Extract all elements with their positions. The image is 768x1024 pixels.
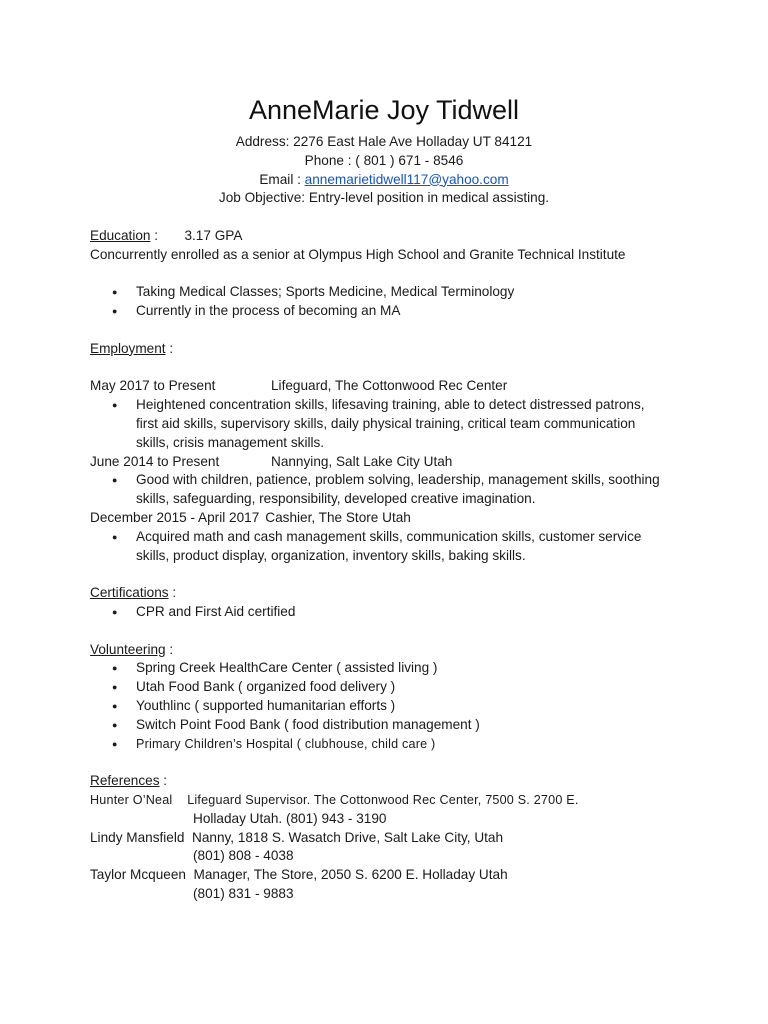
- email-line: [0, 171, 768, 190]
- reference-contact: (801) 831 - 9883: [193, 885, 294, 901]
- reference-details: Manager, The Store, 2050 S. 6200 E. Holladay Utah: [193, 867, 508, 883]
- reference-details: Lifeguard Supervisor. The Cottonwood Rec Center, 7500 S. 2700 E.: [187, 792, 579, 807]
- reference-contact: (801) 808 - 4038: [193, 848, 294, 864]
- education-heading: Education: [90, 228, 151, 243]
- certifications-heading: Certifications: [90, 585, 169, 601]
- resume-header: [0, 94, 768, 208]
- job-entry: [90, 509, 750, 528]
- reference-entry: [90, 866, 750, 904]
- reference-name: Hunter O’Neal: [90, 792, 173, 807]
- job-details: [90, 471, 750, 509]
- list-item: ● Switch Point Food Bank ( food distribution management ): [90, 716, 750, 735]
- reference-entry: [90, 829, 750, 867]
- applicant-name: AnneMarie Joy Tidwell: [248, 95, 520, 125]
- list-item: ● Utah Food Bank ( organized food delivery ): [90, 678, 750, 697]
- employment-heading: Employment: [90, 340, 166, 356]
- list-item: ● CPR and First Aid certified: [90, 603, 750, 622]
- list-item: ● Primary Children’s Hospital ( clubhouse, child care ): [90, 735, 750, 754]
- list-item: ● Currently in the process of becoming an MA: [90, 302, 750, 321]
- education-heading-line: [90, 227, 750, 246]
- job-entry: [90, 377, 750, 396]
- job-title: Cashier, The Store Utah: [265, 509, 411, 525]
- address-line: Address: 2276 East Hale Ave Holladay UT 84121: [235, 134, 533, 149]
- reference-name: Lindy Mansfield: [90, 829, 185, 845]
- job-objective: Job Objective: Entry-level position in medical assisting.: [218, 190, 550, 206]
- job-dates: June 2014 to Present: [90, 453, 220, 469]
- list-item: ● Good with children, patience, problem solving, leadership, management skills, soothing skills, safeguarding, responsibility, developed creative imagination.: [90, 471, 750, 509]
- references-heading: References: [90, 773, 160, 789]
- education-separator: :: [150, 228, 185, 243]
- email-link[interactable]: annemarietidwell117@yahoo.com: [304, 171, 509, 187]
- certifications-list: [90, 603, 750, 622]
- reference-name: Taylor Mcqueen: [90, 867, 186, 883]
- job-dates: May 2017 to Present: [90, 378, 216, 394]
- phone-line: Phone : ( 801 ) 671 - 8546: [304, 152, 464, 168]
- volunteering-heading: Volunteering: [90, 641, 166, 657]
- list-item: ● Spring Creek HealthCare Center ( assisted living ): [90, 659, 750, 678]
- email-label: Email :: [259, 171, 305, 187]
- list-item: ● Acquired math and cash management skills, communication skills, customer service skills, product display, organization, inventory skills, baking skills.: [90, 528, 750, 566]
- volunteering-heading-line: Volunteering :: [90, 641, 174, 657]
- reference-details: Nanny, 1818 S. Wasatch Drive, Salt Lake City, Utah: [192, 829, 504, 845]
- reference-entry: [90, 791, 750, 829]
- education-summary: Concurrently enrolled as a senior at Olympus High School and Granite Technical Institute: [90, 246, 626, 262]
- job-details: [90, 528, 750, 566]
- education-bullets: [90, 283, 750, 321]
- job-title: Lifeguard, The Cottonwood Rec Center: [271, 378, 508, 394]
- job-dates: December 2015 - April 2017: [90, 509, 260, 525]
- resume-body: [90, 227, 750, 904]
- job-entry: [90, 453, 750, 472]
- job-title: Nannying, Salt Lake City Utah: [271, 453, 453, 469]
- references-heading-line: References :: [90, 773, 168, 789]
- list-item: ● Heightened concentration skills, lifesaving training, able to detect distressed patrons, first aid skills, supervisory skills, daily physical training, critical team communication skills, crisis management skills.: [90, 396, 750, 452]
- list-item: ● Youthlinc ( supported humanitarian efforts ): [90, 697, 750, 716]
- certifications-heading-line: Certifications :: [90, 585, 177, 601]
- reference-contact: Holladay Utah. (801) 943 - 3190: [193, 810, 387, 826]
- employment-heading-line: Employment :: [90, 340, 174, 356]
- volunteering-list: [90, 659, 750, 753]
- job-details: [90, 396, 750, 452]
- education-gpa: 3.17 GPA: [184, 228, 243, 243]
- list-item: ● Taking Medical Classes; Sports Medicine, Medical Terminology: [90, 283, 750, 302]
